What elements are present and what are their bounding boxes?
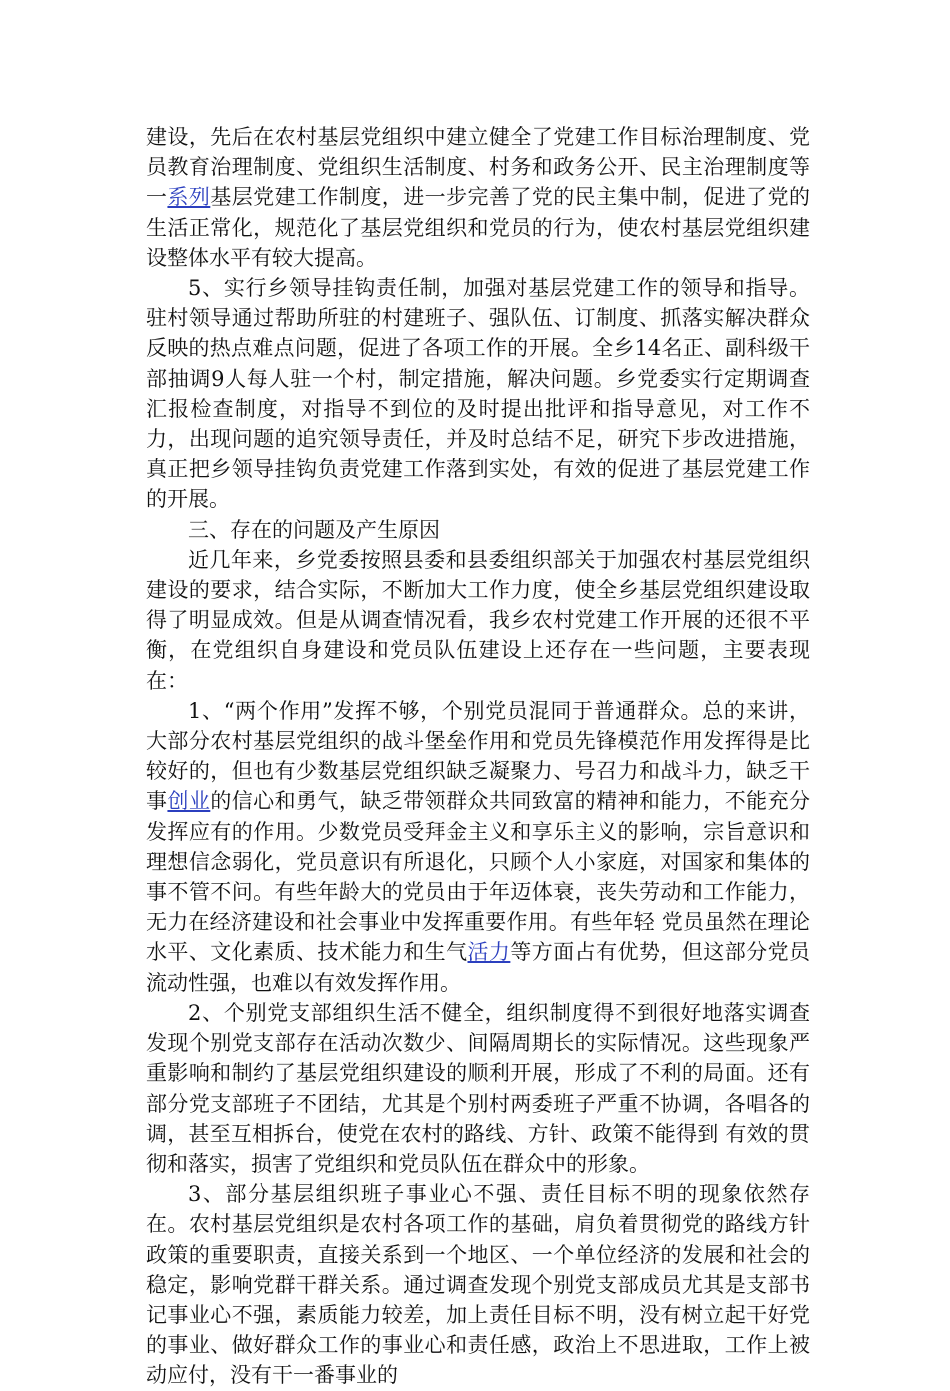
- link-chuangye[interactable]: 创业: [167, 789, 211, 814]
- paragraph-5-text-b: 的信心和勇气，缺乏带领群众共同致富的精神和能力，不能充分发挥应有的作用。少数党员受拜金主义和享乐主义的影响，宗旨意识和理想信念弱化，党员意识有所退化，只顾个人小家庭，对国家和集体的事不管不问。有些年龄大的党员由于年迈体衰，丧失劳动和工作能力，无力在经济建设和社会事业中发挥重要作用。有些年轻 党员虽然在理论水平、文化素质、技术能力和生气: [146, 789, 811, 965]
- paragraph-4: 近几年来，乡党委按照县委和县委组织部关于加强农村基层党组织建设的要求，结合实际，不断加大工作力度，使全乡基层党组织建设取得了明显成效。但是从调查情况看，我乡农村党建工作开展的还很不平衡，在党组织自身建设和党员队伍建设上还存在一些问题，主要表现在：: [146, 547, 810, 693]
- paragraph-6: 2、个别党支部组织生活不健全，组织制度得不到很好地落实调查发现个别党支部存在活动次数少、间隔周期长的实际情况。这些现象严重影响和制约了基层党组织建设的顺利开展，形成了不利的局面。还有部分党支部班子不团结，尤其是个别村两委班子严重不协调，各唱各的调，甚至互相拆台，使党在农村的路线、方针、政策不能得到 有效的贯彻和落实，损害了党组织和党员队伍在群众中的形象。: [146, 1000, 810, 1176]
- paragraph-2: 5、实行乡领导挂钩责任制，加强对基层党建工作的领导和指导。驻村领导通过帮助所驻的村建班子、强队伍、订制度、抓落实解决群众反映的热点难点问题，促进了各项工作的开展。全乡14名正、副科级干部抽调9人每人驻一个村，制定措施，解决问题。乡党委实行定期调查汇报检查制度，对指导不到位的及时提出批评和指导意见，对工作不力，出现问题的追究领导责任，并及时总结不足，研究下步改进措施，真正把乡领导挂钩负责党建工作落到实处，有效的促进了基层党建工作的开展。: [146, 276, 810, 512]
- document-body: [146, 122, 810, 1391]
- paragraph-1: [146, 122, 810, 273]
- paragraph-1-text-b: 基层党建工作制度，进一步完善了党的民主集中制，促进了党的生活正常化，规范化了基层党组织和党员的行为，使农村基层党组织建设整体水平有较大提高。: [146, 185, 811, 270]
- section-heading-problems: 三、存在的问题及产生原因: [188, 517, 440, 542]
- link-xilie[interactable]: 系列: [167, 185, 211, 210]
- paragraph-1-text-a: 建设，先后在农村基层党组织中建立健全了党建工作目标治理制度、党员教育治理制度、党组织生活制度、村务和政务公开、民主治理制度等一: [146, 125, 810, 210]
- paragraph-7: 3、部分基层组织班子事业心不强、责任目标不明的现象依然存在。农村基层党组织是农村各项工作的基础，肩负着贯彻党的路线方针政策的重要职责，直接关系到一个地区、一个单位经济的发展和社会的稳定，影响党群干群关系。通过调查发现个别党支部成员尤其是支部书记事业心不强，素质能力较差，加上责任目标不明，没有树立起干好党的事业、做好群众工作的事业心和责任感，政治上不思进取，工作上被动应付，没有干一番事业的: [146, 1182, 810, 1388]
- paragraph-5: [146, 696, 810, 998]
- link-huoli[interactable]: 活力: [467, 940, 511, 965]
- paragraph-5-text-c: 等方面占有优势，但这部分党员流动性强，也难以有效发挥作用。: [146, 940, 811, 995]
- paragraph-5-text-a: 1、“两个作用”发挥不够，个别党员混同于普通群众。总的来讲，大部分农村基层党组织的战斗堡垒作用和党员先锋模范作用发挥得是比较好的，但也有少数基层党组织缺乏凝聚力、号召力和战斗力，缺乏干事: [146, 698, 810, 814]
